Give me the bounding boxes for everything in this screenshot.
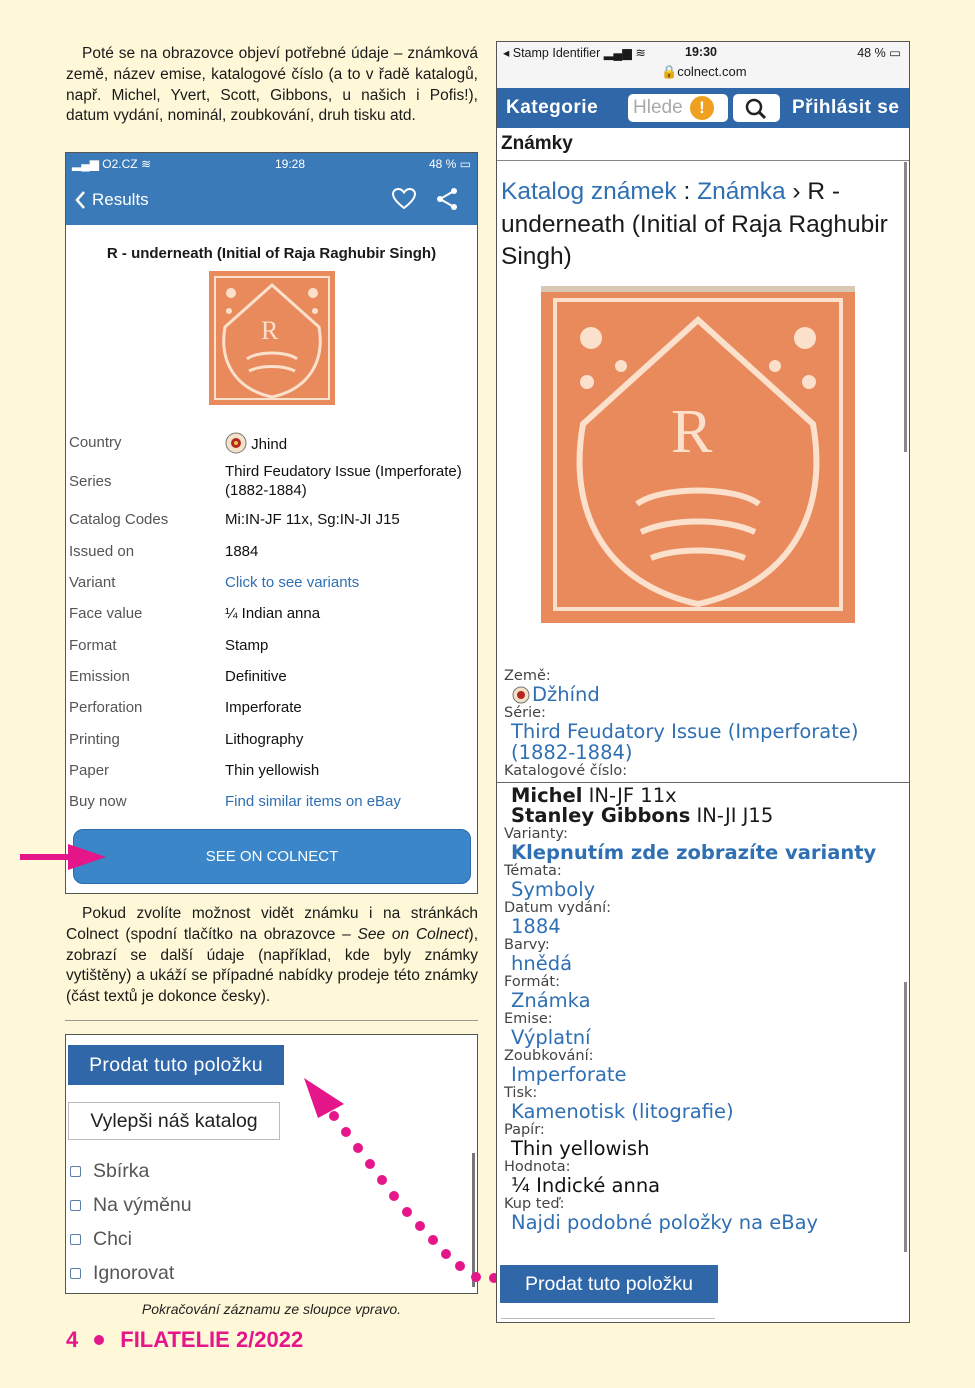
stamp-image-large <box>541 286 855 623</box>
status-time: 19:28 <box>274 157 306 171</box>
divider <box>501 1318 715 1319</box>
stamp-title: R - underneath (Initial of Raja Raghubir Singh) <box>106 245 437 262</box>
app-screenshot <box>65 152 478 894</box>
app-status-bar <box>66 153 477 175</box>
colors-link[interactable]: hnědá <box>511 952 573 975</box>
divider <box>65 1020 478 1021</box>
stamp-details-table <box>69 427 474 817</box>
format-link[interactable]: Známka <box>511 989 591 1012</box>
warning-icon: ! <box>688 94 716 122</box>
intro-paragraph: Poté se na obrazovce objeví potřebné údaje – známková země, název emise, katalogové číslo (a to v řadě katalogů, např. Michel, Yvert, Scott, Gibbons, u našich i Pofis!), datum vydání, nominál, zoubkování, druh tisku atd. <box>66 45 478 125</box>
stamp-fields-continued: Michel IN-JF 11x Stanley Gibbons IN-JI J15 Varianty: Klepnutím zde zobrazíte varianty Témata: Symboly Datum vydání: 1884 Barvy: hnědá Formát: Známka Emise: Výplatní Zoubkování: Imperforate Tisk: Kamenotisk (litografie) Papír: Thin yellowish Hodnota: ¼ Indické anna Kup teď: Najdi podobné položky na eBay <box>504 786 904 1233</box>
magazine-title: FILATELIE 2/2022 <box>120 1327 304 1352</box>
login-link[interactable]: Přihlásit se <box>792 97 900 118</box>
catalog-michel: Michel IN-JF 11x <box>511 784 677 807</box>
checkbox-collection[interactable]: Sbírka <box>70 1160 149 1183</box>
printing-link[interactable]: Kamenotisk (litografie) <box>511 1100 734 1123</box>
row-face-value: Face value ¼ Indian anna <box>69 605 321 623</box>
variants-link[interactable]: Click to see variants <box>225 574 360 592</box>
stamp-fields: Země: Džhínd Série: Third Feudatory Issue (Imperforate) (1882-1884) Katalogové číslo: <box>504 668 904 779</box>
face-value: ¼ Indické anna <box>511 1174 661 1197</box>
ebay-link[interactable]: Najdi podobné položky na eBay <box>511 1211 819 1234</box>
pink-arrow <box>18 842 108 872</box>
checkbox-icon <box>70 1268 81 1279</box>
checkbox-icon <box>70 1166 81 1177</box>
series-link[interactable]: Third Feudatory Issue (Imperforate) (1882-1884) <box>511 720 859 764</box>
ebay-link[interactable]: Find similar items on eBay <box>225 793 401 811</box>
checkbox-ignore[interactable]: Ignorovat <box>70 1262 174 1285</box>
paper-value: Thin yellowish <box>511 1137 650 1160</box>
svg-text:R: R <box>671 398 713 466</box>
web-status-bar <box>497 42 909 88</box>
perforation-link[interactable]: Imperforate <box>511 1063 627 1086</box>
row-format: Format Stamp <box>69 636 269 654</box>
footer-dot <box>94 1335 104 1345</box>
section-title: Známky <box>497 128 909 161</box>
row-buy-now: Buy now Find similar items on eBay <box>69 786 474 817</box>
themes-link[interactable]: Symboly <box>511 878 596 901</box>
categories-menu[interactable]: Kategorie <box>506 97 599 118</box>
divider <box>497 782 909 783</box>
country-flag-icon <box>512 686 530 704</box>
heart-icon[interactable] <box>391 187 417 211</box>
issue-date-link[interactable]: 1884 <box>511 915 561 938</box>
checkbox-want[interactable]: Chci <box>70 1228 132 1251</box>
checkbox-swap[interactable]: Na výměnu <box>70 1194 192 1217</box>
share-icon[interactable] <box>435 187 459 211</box>
page-footer <box>66 1327 303 1353</box>
back-button[interactable] <box>74 190 149 210</box>
country-link[interactable]: Džhínd <box>532 683 600 706</box>
row-perforation: Perforation Imperforate <box>69 699 302 717</box>
search-button[interactable] <box>733 94 780 122</box>
svg-text:R: R <box>261 316 279 345</box>
chevron-left-icon <box>74 190 86 210</box>
search-icon <box>733 94 780 122</box>
emission-link[interactable]: Výplatní <box>511 1026 591 1049</box>
sell-item-button[interactable]: Prodat tuto položku <box>500 1265 718 1303</box>
back-label: Results <box>92 190 149 209</box>
catalog-gibbons: Stanley Gibbons IN-JI J15 <box>511 804 774 827</box>
source-app-label: ◂ Stamp Identifier ▂▄▆ ≋ <box>503 46 646 60</box>
middle-paragraph: Pokud zvolíte možnost vidět známku i na stránkách Colnect (spodní tlačítko na obrazovce – See on Colnect), zobrazí se další údaje (například, kde byly známky vytištěny) a ukáží se případné nabídky prodeje této známky (část textů je dokonce česky). <box>66 905 478 1006</box>
checkbox-icon <box>70 1200 81 1211</box>
improve-catalog-button[interactable]: Vylepši náš katalog <box>68 1102 280 1140</box>
breadcrumb-catalog[interactable]: Katalog známek <box>501 178 677 205</box>
web-nav-bar <box>497 88 909 128</box>
dotted-pink-arrow <box>296 1074 502 1284</box>
status-battery: 48 % ▭ <box>428 157 471 171</box>
checkbox-icon <box>70 1234 81 1245</box>
row-printing: Printing Lithography <box>69 730 304 748</box>
page-number: 4 <box>66 1327 79 1352</box>
country-flag-icon <box>225 432 247 454</box>
web-status-time: 19:30 <box>685 45 717 59</box>
breadcrumb-stamp[interactable]: Známka <box>697 178 786 205</box>
row-catalog-codes: Catalog Codes Mi:IN-JF 11x, Sg:IN-JI J15 <box>69 511 400 529</box>
row-series: Series Third Feudatory Issue (Imperforate) (1882-1884) <box>69 463 462 500</box>
row-country: Country Jhind <box>69 427 474 458</box>
breadcrumb: Katalog známek : Známka › R - underneath (Initial of Raja Raghubir Singh) <box>501 178 888 270</box>
row-variant: Variant Click to see variants <box>69 567 474 598</box>
see-on-colnect-button[interactable]: SEE ON COLNECT <box>73 829 471 884</box>
carrier-label: ▂▄▆ O2.CZ ≋ <box>72 157 152 171</box>
web-screenshot <box>496 41 910 1323</box>
row-issued-on: Issued on 1884 <box>69 542 259 560</box>
row-paper: Paper Thin yellowish <box>69 761 320 779</box>
search-input[interactable]: Hlede <box>628 94 728 122</box>
scrollbar[interactable] <box>904 162 907 452</box>
sell-item-button[interactable]: Prodat tuto položku <box>68 1045 284 1085</box>
url-bar[interactable]: 🔒colnect.com <box>661 64 747 79</box>
variants-link[interactable]: Klepnutím zde zobrazíte varianty <box>511 841 877 864</box>
stamp-image <box>209 271 335 405</box>
app-nav-bar <box>66 175 477 225</box>
figure-caption: Pokračování záznamu ze sloupce vpravo. <box>141 1301 402 1317</box>
web-status-battery: 48 % ▭ <box>857 46 901 60</box>
scrollbar[interactable] <box>904 982 907 1252</box>
row-emission: Emission Definitive <box>69 667 287 685</box>
